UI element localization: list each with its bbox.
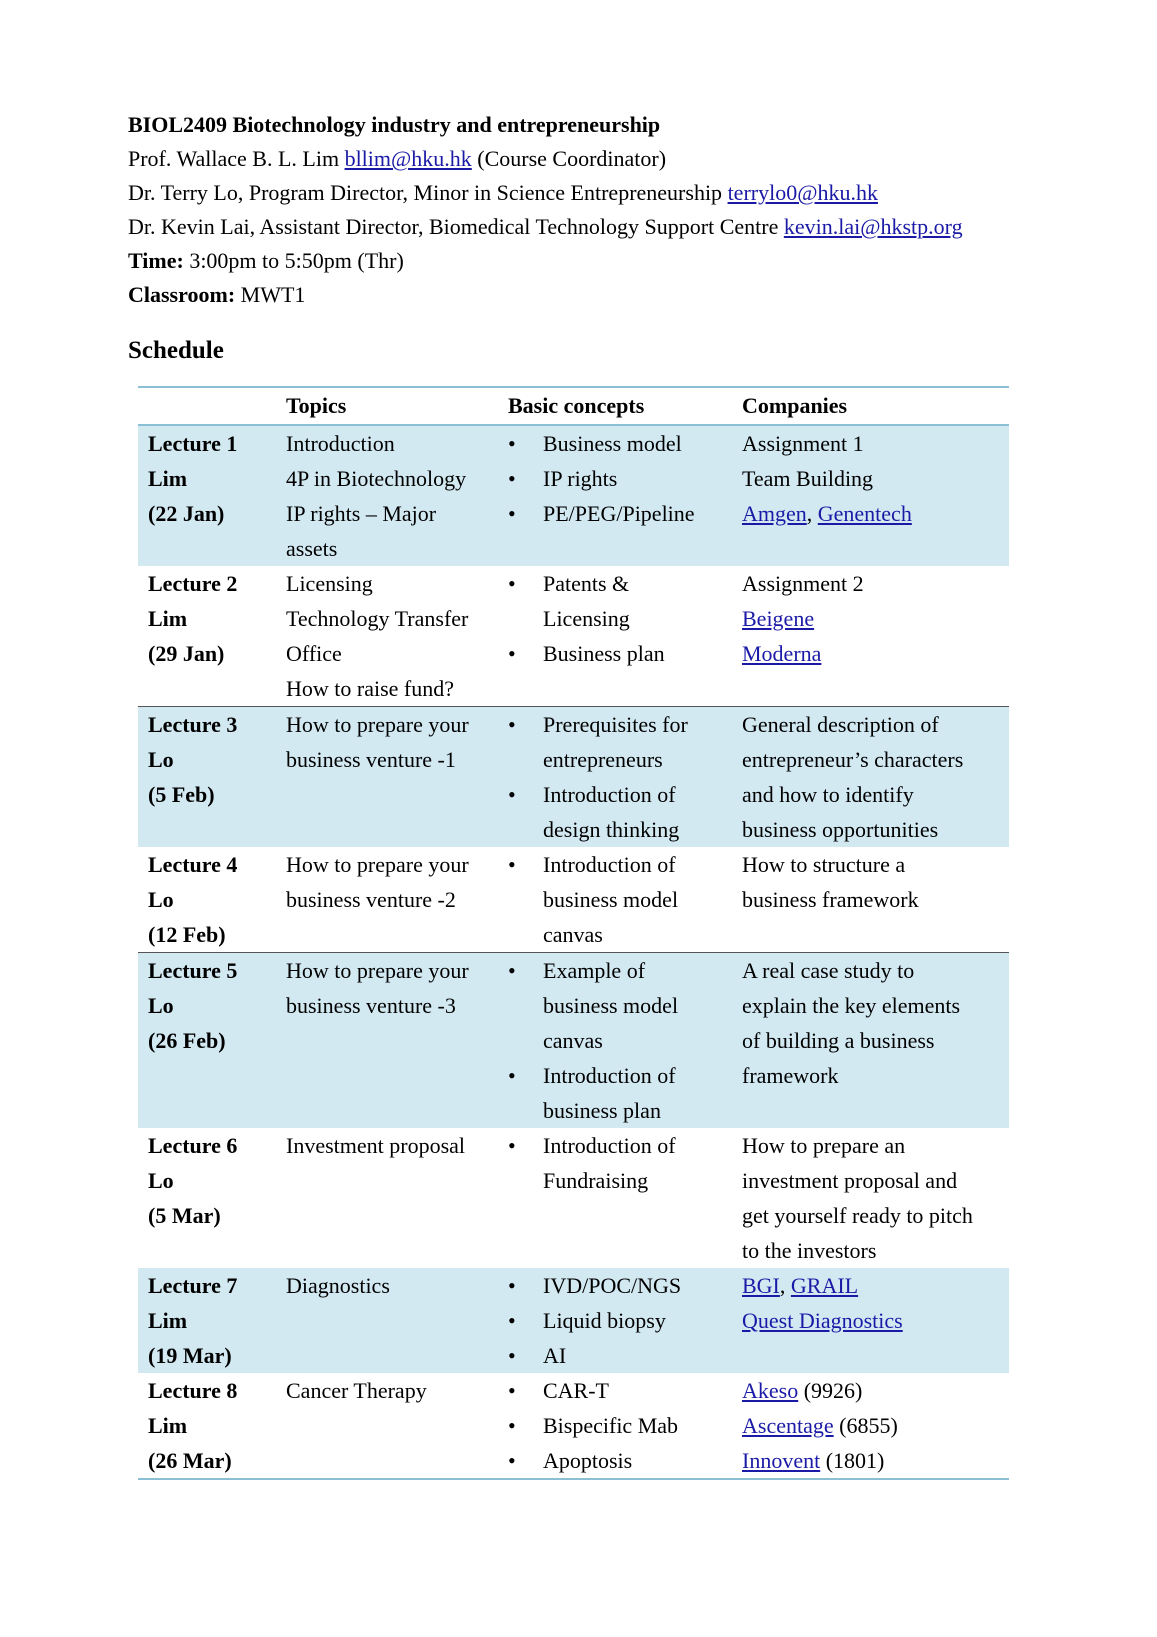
concepts-cell bbox=[498, 953, 732, 1129]
company-link-moderna[interactable]: Moderna bbox=[742, 641, 822, 666]
list-item: • Patents & Licensing bbox=[508, 566, 732, 636]
topics-cell: How to prepare your business venture -1 bbox=[276, 707, 498, 848]
time-value: 3:00pm to 5:50pm (Thr) bbox=[183, 248, 404, 273]
list-item: • Introduction of design thinking bbox=[508, 777, 732, 847]
concepts-cell bbox=[498, 1268, 732, 1373]
company-link-grail[interactable]: GRAIL bbox=[790, 1273, 859, 1298]
schedule-table bbox=[138, 386, 1009, 1480]
list-item: • IVD/POC/NGS bbox=[508, 1268, 732, 1303]
companies-cell: General description of entrepreneur’s characters and how to identify business opportunities bbox=[732, 707, 1009, 848]
table-row bbox=[138, 566, 1009, 707]
list-item: • Introduction of business model canvas bbox=[508, 847, 732, 952]
topics-cell: Investment proposal bbox=[286, 1133, 466, 1158]
column-header-topics: Topics bbox=[276, 387, 498, 425]
company-link-innovent[interactable]: Innovent bbox=[742, 1448, 821, 1473]
companies-cell: How to prepare an investment proposal and get yourself ready to pitch to the investors bbox=[742, 1133, 973, 1263]
classroom-line bbox=[128, 278, 1028, 312]
column-header-lecture bbox=[138, 387, 276, 425]
classroom-value: MWT1 bbox=[235, 282, 306, 307]
lecture-cell: Lecture 6 Lo (5 Mar) bbox=[148, 1133, 238, 1228]
staff-line-lai: Dr. Kevin Lai, Assistant Director, Biomedical Technology Support Centre kevin.lai@hkstp.org bbox=[128, 214, 963, 239]
email-link-lim[interactable]: bllim@hku.hk bbox=[344, 146, 472, 171]
list-item: • Prerequisites for entrepreneurs bbox=[508, 707, 732, 777]
topics-cell: Cancer Therapy bbox=[276, 1373, 498, 1479]
column-header-concepts: Basic concepts bbox=[498, 387, 732, 425]
companies-cell: Assignment 1 Team Building Amgen, Genentech bbox=[732, 425, 1009, 566]
topics-cell: How to prepare your business venture -3 bbox=[276, 953, 498, 1129]
concepts-cell bbox=[498, 1373, 732, 1479]
company-link-akeso[interactable]: Akeso bbox=[742, 1378, 799, 1403]
list-item: • Business model bbox=[508, 426, 732, 461]
staff-line-lo: Dr. Terry Lo, Program Director, Minor in Science Entrepreneurship terrylo0@hku.hk bbox=[128, 180, 878, 205]
staff-line-lim: Prof. Wallace B. L. Lim bllim@hku.hk (Course Coordinator) bbox=[128, 146, 667, 171]
companies-cell: Akeso (9926) Ascentage (6855) Innovent (1801) bbox=[732, 1373, 1009, 1479]
table-header-row bbox=[138, 387, 1009, 425]
company-link-genentech[interactable]: Genentech bbox=[817, 501, 912, 526]
table-row bbox=[138, 707, 1009, 848]
list-item: • Example of business model canvas bbox=[508, 953, 732, 1058]
companies-cell: Assignment 2 Beigene Moderna bbox=[742, 571, 864, 666]
course-title: BIOL2409 Biotechnology industry and entrepreneurship bbox=[128, 112, 661, 137]
company-link-beigene[interactable]: Beigene bbox=[742, 606, 815, 631]
lecture-cell: Lecture 5 Lo (26 Feb) bbox=[138, 953, 276, 1129]
email-link-lo[interactable]: terrylo0@hku.hk bbox=[727, 180, 878, 205]
concepts-cell bbox=[498, 566, 732, 707]
list-item: • Bispecific Mab bbox=[508, 1408, 732, 1443]
table-row bbox=[138, 1268, 1009, 1373]
column-header-companies: Companies bbox=[732, 387, 1009, 425]
topics-cell: Licensing Technology Transfer Office How to raise fund? bbox=[286, 571, 469, 701]
email-link-lai[interactable]: kevin.lai@hkstp.org bbox=[783, 214, 963, 239]
table-row bbox=[138, 1128, 1009, 1268]
lecture-cell: Lecture 8 Lim (26 Mar) bbox=[138, 1373, 276, 1479]
list-item: • Introduction of business plan bbox=[508, 1058, 732, 1128]
list-item: • IP rights bbox=[508, 461, 732, 496]
table-row bbox=[138, 425, 1009, 566]
schedule-heading: Schedule bbox=[128, 337, 224, 364]
concepts-cell bbox=[498, 707, 732, 848]
company-link-bgi[interactable]: BGI bbox=[742, 1273, 780, 1298]
list-item: • Business plan bbox=[508, 636, 732, 671]
list-item: • Apoptosis bbox=[508, 1443, 732, 1478]
concepts-cell bbox=[498, 425, 732, 566]
companies-cell: BGI, GRAIL Quest Diagnostics bbox=[732, 1268, 1009, 1373]
list-item: • AI bbox=[508, 1338, 732, 1373]
list-item: • CAR-T bbox=[508, 1373, 732, 1408]
concepts-cell bbox=[498, 1128, 732, 1268]
list-item: • Liquid biopsy bbox=[508, 1303, 732, 1338]
company-link-quest-diagnostics[interactable]: Quest Diagnostics bbox=[742, 1308, 903, 1333]
lecture-cell: Lecture 4 Lo (12 Feb) bbox=[148, 852, 238, 947]
concepts-cell bbox=[498, 847, 732, 953]
classroom-label: Classroom: bbox=[128, 282, 236, 307]
companies-cell: How to structure a business framework bbox=[742, 852, 919, 912]
companies-cell: A real case study to explain the key elements of building a business framework bbox=[732, 953, 1009, 1129]
topics-cell: Introduction 4P in Biotechnology IP rights – Major assets bbox=[276, 425, 498, 566]
table-row bbox=[138, 953, 1009, 1129]
list-item: • Introduction of Fundraising bbox=[508, 1128, 732, 1198]
topics-cell: How to prepare your business venture -2 bbox=[286, 852, 469, 912]
time-label: Time: bbox=[128, 248, 184, 273]
lecture-cell: Lecture 1 Lim (22 Jan) bbox=[138, 425, 276, 566]
table-row bbox=[138, 1373, 1009, 1479]
list-item: • PE/PEG/Pipeline bbox=[508, 496, 732, 531]
lecture-cell: Lecture 2 Lim (29 Jan) bbox=[148, 571, 238, 666]
company-link-amgen[interactable]: Amgen bbox=[742, 501, 807, 526]
lecture-cell: Lecture 7 Lim (19 Mar) bbox=[138, 1268, 276, 1373]
document-header bbox=[128, 108, 1028, 368]
company-link-ascentage[interactable]: Ascentage bbox=[742, 1413, 834, 1438]
topics-cell: Diagnostics bbox=[276, 1268, 498, 1373]
lecture-cell: Lecture 3 Lo (5 Feb) bbox=[138, 707, 276, 848]
time-line bbox=[128, 244, 1028, 278]
table-row bbox=[138, 847, 1009, 953]
